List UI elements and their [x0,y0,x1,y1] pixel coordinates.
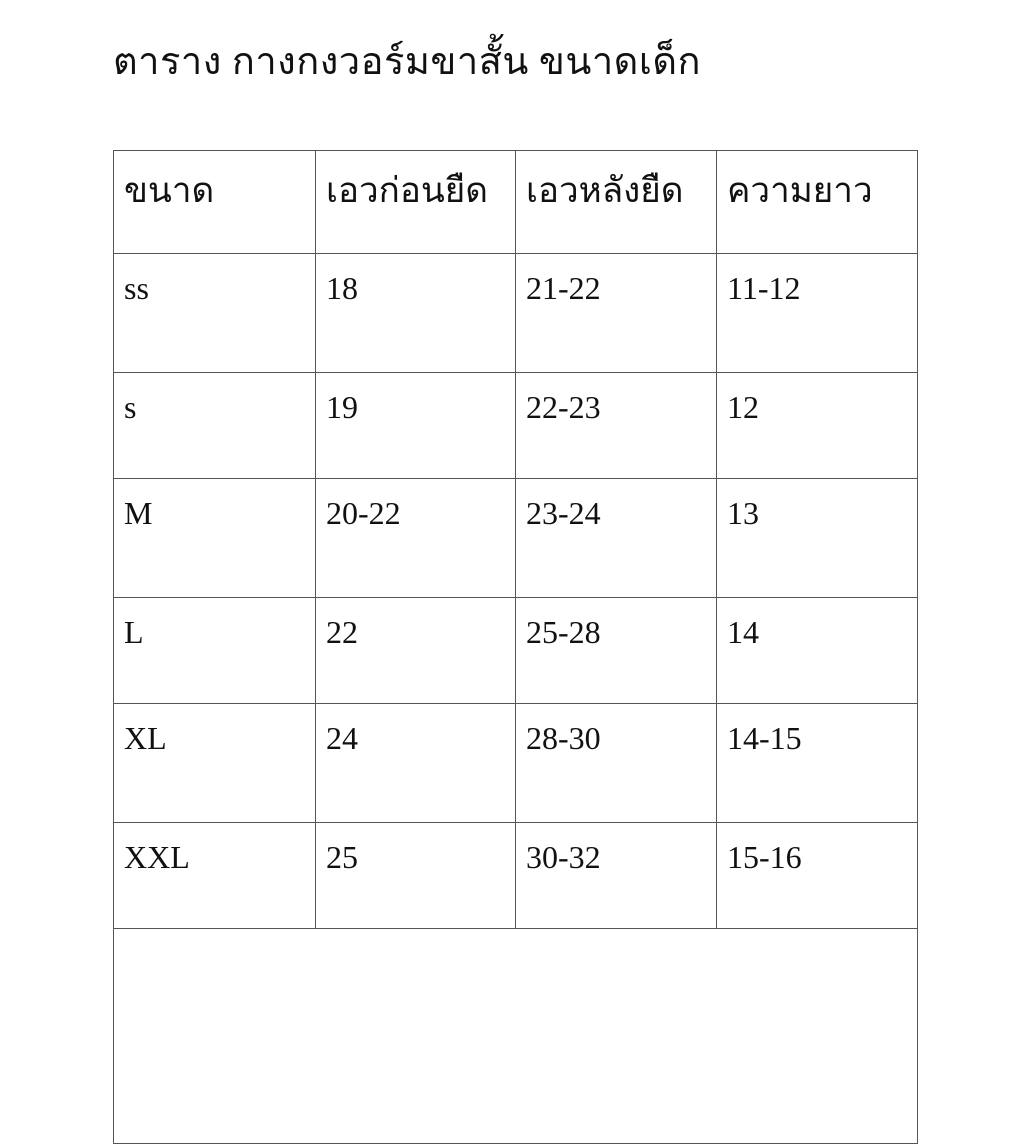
cell-size: L [114,598,316,704]
cell-waist-stretched: 21-22 [516,254,717,373]
cell-waist-unstretched: 22 [316,598,516,704]
cell-size: M [114,479,316,598]
cell-length: 14 [717,598,918,704]
cell-waist-stretched: 30-32 [516,823,717,929]
header-waist-unstretched: เอวก่อนยืด [316,151,516,254]
cell-size: XL [114,704,316,823]
cell-waist-unstretched: 19 [316,373,516,479]
cell-waist-unstretched: 18 [316,254,516,373]
table-row [114,823,918,929]
cell-length: 12 [717,373,918,479]
table-header-row [114,151,918,254]
page-title: ตาราง กางกงวอร์มขาสั้น ขนาดเด็ก [113,41,702,83]
cell-length: 11-12 [717,254,918,373]
size-chart-table [113,150,918,1144]
cell-size: s [114,373,316,479]
cell-waist-unstretched: 25 [316,823,516,929]
cell-waist-stretched: 22-23 [516,373,717,479]
cell-size: ss [114,254,316,373]
header-waist-stretched: เอวหลังยืด [516,151,717,254]
cell-length: 15-16 [717,823,918,929]
empty-table-row [114,929,918,1144]
cell-waist-stretched: 25-28 [516,598,717,704]
empty-cell [114,929,918,1144]
header-size: ขนาด [114,151,316,254]
table-row [114,704,918,823]
table-row [114,598,918,704]
table-row [114,479,918,598]
cell-waist-stretched: 23-24 [516,479,717,598]
cell-length: 14-15 [717,704,918,823]
cell-length: 13 [717,479,918,598]
header-length: ความยาว [717,151,918,254]
cell-waist-stretched: 28-30 [516,704,717,823]
cell-size: XXL [114,823,316,929]
table-row [114,254,918,373]
table-row [114,373,918,479]
cell-waist-unstretched: 24 [316,704,516,823]
cell-waist-unstretched: 20-22 [316,479,516,598]
